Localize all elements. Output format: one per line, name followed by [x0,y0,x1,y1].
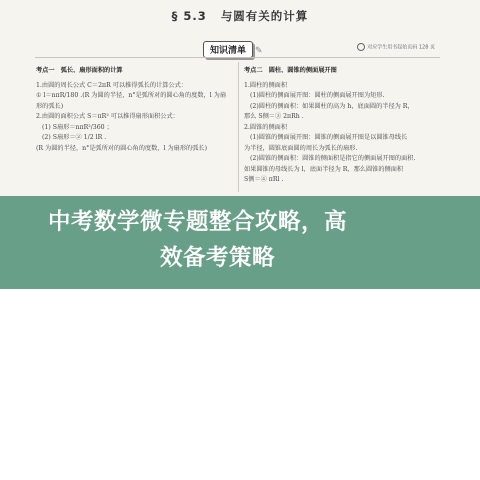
banner-title [48,204,448,276]
page-reference [357,43,435,51]
text-line: 如果圆锥的母线长为 l，底面半径为 R，那么圆锥的侧面积 [244,165,404,173]
topic-one-column [36,66,234,154]
divider [35,57,440,58]
formula-line: 那么 S侧＝③ 2πRh . [244,113,304,120]
text-line: 2.由圆的面积公式 S＝πR² 可以推得扇形面积公式： [36,113,179,120]
document-page [0,0,480,196]
banner-title-line2: 效备考策略 [160,245,276,271]
text-line: 为半径，圆锥底面圆的周长为弧长的扇形. [244,144,358,152]
formula-line: S侧＝④ πRl . [244,176,284,183]
banner-title-line1: 中考数学微专题整合攻略，高 [48,209,348,235]
formula-line: (2) S扇形＝② 1/2 lR . [42,134,107,141]
page-reference-text: 对应学生用书起始页码 128 页 [367,44,435,51]
text-line: (R 为圆的半径，n°是弧所对的圆心角的度数，l 为扇形的弧长) [36,144,207,152]
knowledge-list-tag-wrap [203,38,263,58]
section-title-text: 与圆有关的计算 [220,9,309,23]
knowledge-list-tag: 知识清单 [203,41,253,58]
topic-two-heading: 考点二 圆柱、圆锥的侧面展开图 [244,67,337,74]
text-line: (1)圆锥的侧面展开图：圆锥的侧面展开图是以圆锥母线长 [250,134,408,141]
topic-two-column [244,66,440,186]
book-icon [357,43,365,51]
text-line: (1)圆柱的侧面展开图：圆柱的侧面展开图为矩形. [250,92,385,99]
formula-line: (1) S扇形＝nπR²/360 ； [42,123,113,131]
text-line: 1.圆柱的侧面积 [244,81,288,89]
topic-one-heading: 考点一 弧长、扇形面积的计算 [36,67,123,74]
section-title [0,8,480,24]
text-line: 1.由圆的周长公式 C＝2πR 可以推得弧长的计算公式： [36,81,187,89]
column-divider [238,62,239,192]
section-number: § 5.3 [171,9,207,23]
text-line: ① l＝nπR/180 .(R 为圆的半径，n°是弧所对的圆心角的度数，l 为扇 [36,92,227,99]
text-line: (2)圆锥的侧面积：圆锥的侧面积是指它的侧面展开图的面积. [250,155,416,162]
text-line: 形的弧长) [36,102,64,110]
pencil-icon: ✎ [255,46,263,56]
text-line: (2)圆柱的侧面积：如果圆柱的高为 h，底面圆的半径为 R， [250,102,414,110]
text-line: 2.圆锥的侧面积 [244,123,288,131]
